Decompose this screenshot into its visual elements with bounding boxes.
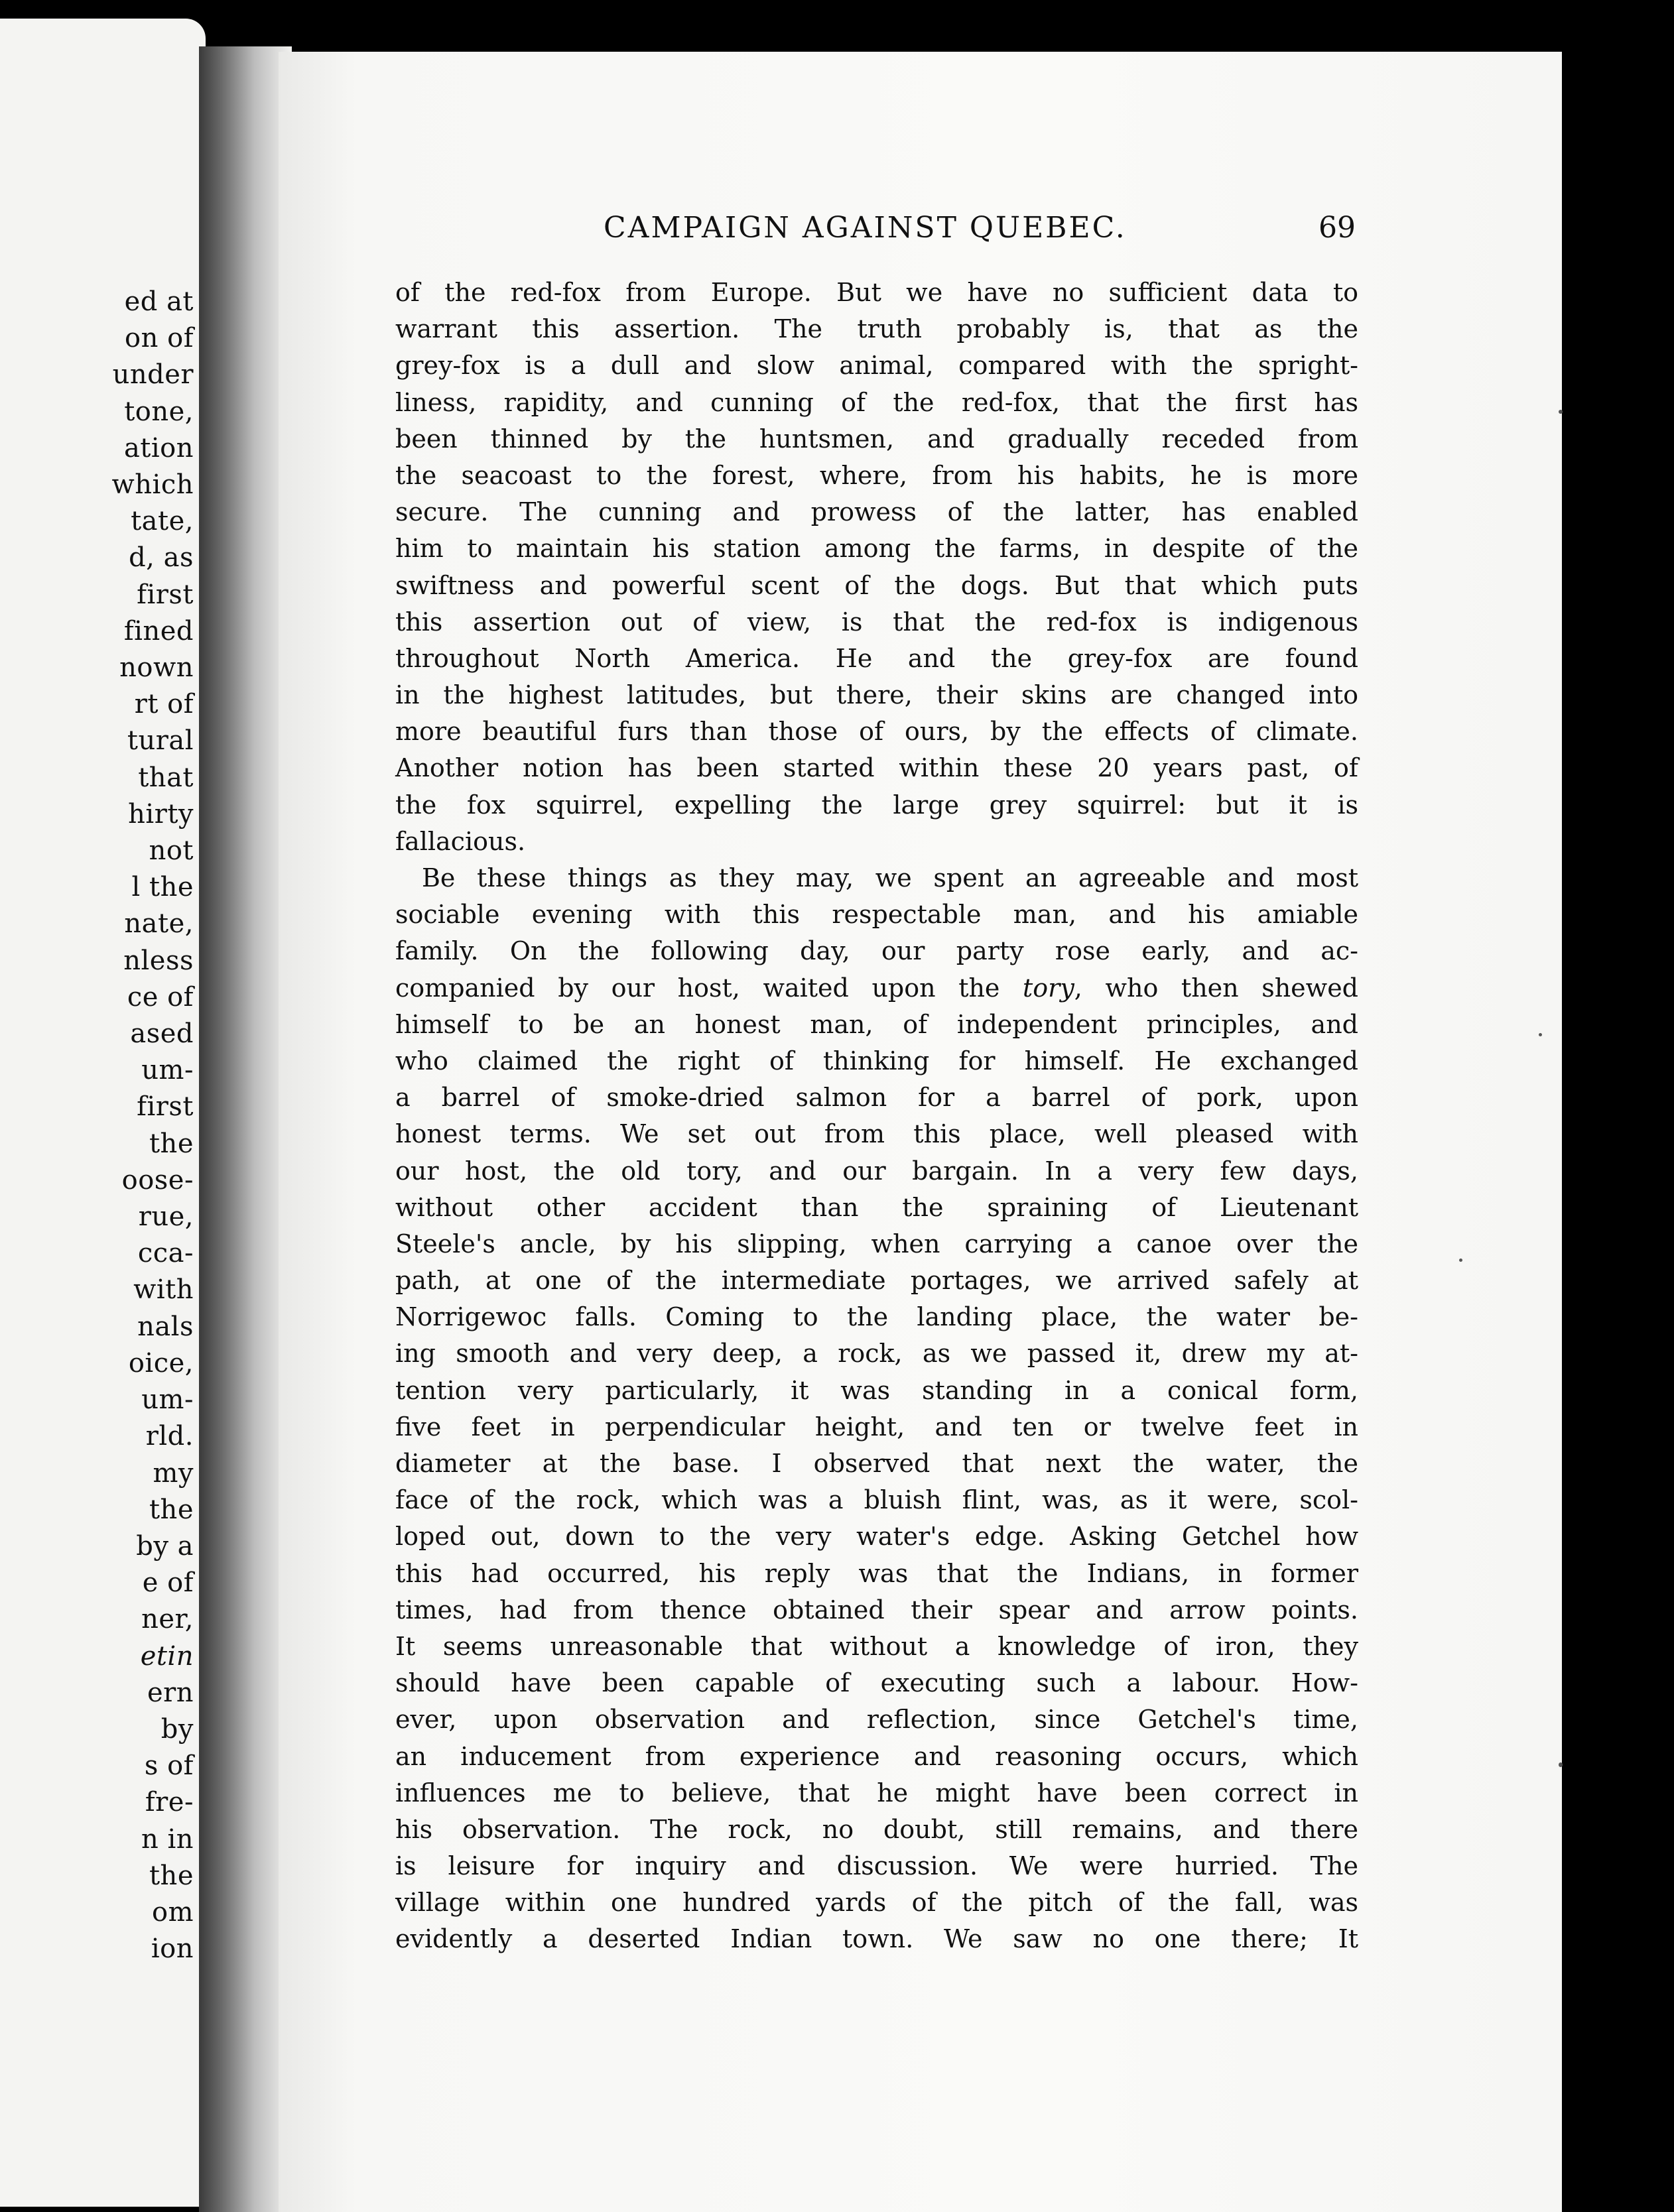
text-line: companied by our host, waited upon the tory, who then shewed xyxy=(395,973,1359,1003)
text-line: fallacious. xyxy=(395,826,526,856)
text-line: ing smooth and very deep, a rock, as we passed it, drew my at- xyxy=(395,1339,1358,1369)
left-page-fragment-line: under xyxy=(112,359,194,391)
left-page-fragment-line: rt of xyxy=(134,689,194,720)
text-line: grey-fox is a dull and slow animal, compared with the spright- xyxy=(395,351,1358,381)
running-head xyxy=(279,211,1562,251)
page-number: 69 xyxy=(1319,211,1356,245)
left-page-fragment-line: ern xyxy=(147,1677,194,1708)
left-page-fragment-line: the xyxy=(149,1494,194,1525)
text-line: Be these things as they may, we spent an agreeable and most xyxy=(422,863,1358,892)
text-line: of the red-fox from Europe. But we have no sufficient data to xyxy=(395,278,1358,307)
left-page-fragment-line: cca- xyxy=(137,1238,194,1269)
left-page-fragment-line: with xyxy=(133,1274,194,1306)
left-page-text-fragments xyxy=(61,284,194,1967)
text-line: this had occurred, his reply was that the Indians, in former xyxy=(395,1558,1358,1588)
text-line: diameter at the base. I observed that next the water, the xyxy=(395,1449,1358,1478)
left-page-fragment-line: nown xyxy=(119,652,194,684)
text-line: influences me to believe, that he might have been correct in xyxy=(395,1778,1358,1808)
left-page-fragment-line: ation xyxy=(123,432,194,463)
scan-speck xyxy=(1559,410,1563,414)
text-line: Steele's ancle, by his slipping, when carrying a canoe over the xyxy=(395,1229,1358,1259)
text-line: village within one hundred yards of the pitch of the fall, was xyxy=(395,1888,1358,1918)
left-page-fragment-line: tural xyxy=(127,725,194,757)
text-line: him to maintain his station among the farms, in despite of the xyxy=(395,534,1358,564)
left-page-fragment-line: which xyxy=(111,469,194,501)
left-page-fragment-line: om xyxy=(151,1896,194,1928)
left-page-fragment-line: ed at xyxy=(124,286,194,317)
text-line: the fox squirrel, expelling the large grey squirrel: but it is xyxy=(395,790,1358,820)
left-page-fragment-line: that xyxy=(138,762,194,793)
text-line: evidently a deserted Indian town. We saw no one there; It xyxy=(395,1924,1358,1954)
text-line: the seacoast to the forest, where, from his habits, he is more xyxy=(395,460,1358,490)
left-page-fragment-line: n in xyxy=(141,1823,194,1855)
text-line: secure. The cunning and prowess of the latter, has enabled xyxy=(395,497,1358,527)
text-line: honest terms. We set out from this place, well pleased with xyxy=(395,1119,1358,1149)
scan-speck xyxy=(1559,1762,1563,1767)
left-page-fragment-line: rue, xyxy=(138,1201,194,1233)
left-page-fragment-line: my xyxy=(153,1457,194,1489)
right-page xyxy=(279,52,1562,2212)
running-head-title: CAMPAIGN AGAINST QUEBEC. xyxy=(604,211,1127,245)
left-page-fragment-line: ce of xyxy=(127,981,194,1013)
text-line: family. On the following day, our party rose early, and ac- xyxy=(395,936,1358,966)
left-page-fragment-line: on of xyxy=(125,323,194,354)
left-facing-page xyxy=(0,19,206,2207)
text-line: this assertion out of view, is that the red-fox is indigenous xyxy=(395,607,1358,637)
left-page-fragment-line: nals xyxy=(137,1311,194,1342)
left-page-fragment-line: ased xyxy=(130,1018,194,1050)
text-line: his observation. The rock, no doubt, still remains, and there xyxy=(395,1814,1358,1844)
left-page-fragment-line: by a xyxy=(136,1530,194,1562)
left-page-fragment-line: fre- xyxy=(145,1787,194,1818)
text-line: times, had from thence obtained their spear and arrow points. xyxy=(395,1595,1358,1625)
left-page-fragment-line: oose- xyxy=(121,1164,194,1196)
text-line: a barrel of smoke-dried salmon for a barrel of pork, upon xyxy=(395,1083,1358,1113)
left-page-fragment-line: e of xyxy=(142,1567,194,1599)
text-line: ever, upon observation and reflection, since Getchel's time, xyxy=(395,1705,1358,1735)
text-line: in the highest latitudes, but there, their skins are changed into xyxy=(395,680,1358,710)
left-page-fragment-line: fined xyxy=(123,615,194,646)
left-page-fragment-line: nate, xyxy=(124,908,194,940)
text-line: face of the rock, which was a bluish flint, was, as it were, scol- xyxy=(395,1485,1358,1515)
text-line: sociable evening with this respectable man, and his amiable xyxy=(395,900,1358,930)
text-line: throughout North America. He and the grey-fox are found xyxy=(395,643,1358,673)
scan-speck xyxy=(1459,1259,1462,1262)
left-page-fragment-line: rld. xyxy=(145,1421,194,1452)
paragraph-2 xyxy=(395,860,1358,1958)
left-page-fragment-line: first xyxy=(137,579,194,610)
text-line: our host, the old tory, and our bargain. In a very few days, xyxy=(395,1156,1358,1186)
left-page-fragment-line: s of xyxy=(144,1751,194,1782)
left-page-fragment-line: ion xyxy=(151,1934,194,1965)
left-page-fragment-line: tate, xyxy=(131,506,194,537)
text-line: Norrigewoc falls. Coming to the landing place, the water be- xyxy=(395,1302,1358,1332)
text-line: is leisure for inquiry and discussion. We were hurried. The xyxy=(395,1851,1358,1881)
text-line: liness, rapidity, and cunning of the red-fox, that the first has xyxy=(395,387,1358,417)
left-page-fragment-line: tone, xyxy=(124,396,194,427)
left-page-fragment-line: ner, xyxy=(141,1604,194,1635)
text-line: loped out, down to the very water's edge. Asking Getchel how xyxy=(395,1522,1358,1552)
left-page-fragment-line: d, as xyxy=(129,542,194,574)
text-line: been thinned by the huntsmen, and gradually receded from xyxy=(395,424,1358,454)
text-line: Another notion has been started within these 20 years past, of xyxy=(395,753,1358,783)
left-page-fragment-line: l the xyxy=(131,872,194,903)
text-line: should have been capable of executing such a labour. How- xyxy=(395,1668,1358,1698)
text-line: swiftness and powerful scent of the dogs. But that which puts xyxy=(395,570,1358,600)
left-page-fragment-line: by xyxy=(161,1713,194,1745)
scan-speck xyxy=(1539,1033,1542,1036)
text-line: who claimed the right of thinking for himself. He exchanged xyxy=(395,1046,1358,1075)
text-line: warrant this assertion. The truth probably is, that as the xyxy=(395,314,1358,344)
text-line: five feet in perpendicular height, and ten or twelve feet in xyxy=(395,1412,1358,1442)
text-line: without other accident than the spraining of Lieutenant xyxy=(395,1192,1358,1222)
text-line: an inducement from experience and reasoning occurs, which xyxy=(395,1741,1358,1771)
book-gutter-shadow xyxy=(199,46,292,2212)
text-line: It seems unreasonable that without a knowledge of iron, they xyxy=(395,1631,1358,1661)
body-text xyxy=(395,275,1358,1958)
text-line: path, at one of the intermediate portages, we arrived safely at xyxy=(395,1266,1358,1296)
left-page-fragment-line: not xyxy=(149,835,194,867)
text-line: tention very particularly, it was standing in a conical form, xyxy=(395,1375,1358,1405)
left-page-fragment-line: first xyxy=(137,1091,194,1123)
left-page-fragment-line: hirty xyxy=(128,798,194,830)
left-page-fragment-line: oice, xyxy=(128,1347,194,1379)
text-line: himself to be an honest man, of independent principles, and xyxy=(395,1009,1358,1039)
left-page-fragment-line: nless xyxy=(123,945,194,976)
left-page-fragment-line: the xyxy=(149,1128,194,1159)
left-page-fragment-line: the xyxy=(149,1860,194,1891)
left-page-fragment-line: etin xyxy=(140,1640,194,1672)
text-line: more beautiful furs than those of ours, by the effects of climate. xyxy=(395,717,1358,747)
left-page-fragment-line: um- xyxy=(141,1384,194,1416)
left-page-fragment-line: um- xyxy=(141,1055,194,1086)
paragraph-1 xyxy=(395,275,1358,860)
